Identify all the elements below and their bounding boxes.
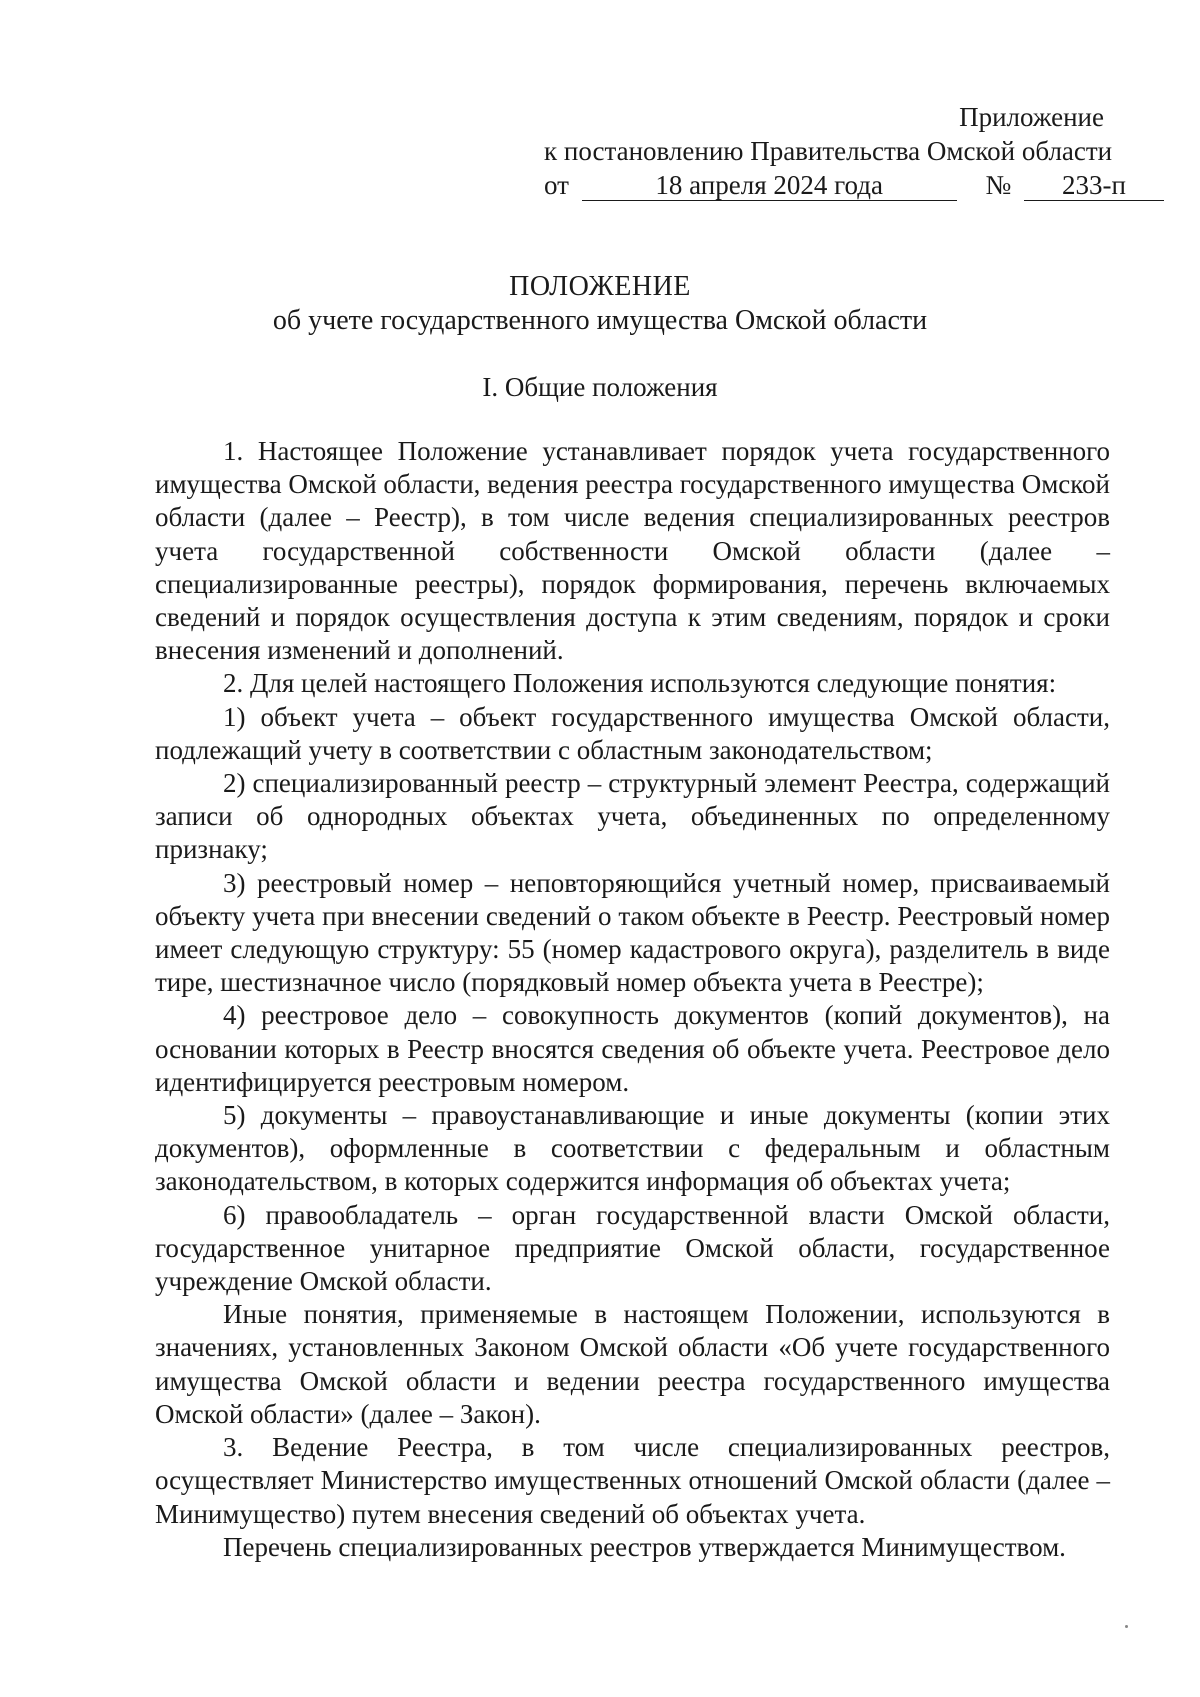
decree-date: 18 апреля 2024 года [582, 170, 957, 201]
decree-date-number-line [544, 168, 1126, 202]
paragraph-2: 2. Для целей настоящего Положения используются следующие понятия: [223, 668, 1057, 699]
paragraph-definition-6: 6) правообладатель – орган государственной власти Омской области, государственное унитарное предприятие Омской области, государственное учреждение Омской области. [155, 1199, 1110, 1297]
scan-speck [1125, 1625, 1128, 1628]
from-prefix: от [544, 170, 569, 200]
decree-number: 233-п [1024, 170, 1164, 201]
number-sign: № [985, 170, 1012, 200]
paragraph-definition-2: 2) специализированный реестр – структурный элемент Реестра, содержащий записи об однородных объектах учета, объединенных по определенному признаку; [155, 768, 1110, 865]
paragraph-definition-4: 4) реестровое дело – совокупность документов (копий документов), на основании которых в Реестр вносятся сведения об объекте учета. Реестровое дело идентифицируется реестровым номером. [155, 1000, 1110, 1097]
paragraph-1: 1. Настоящее Положение устанавливает порядок учета государственного имущества Омской области, ведения реестра государственного имущества Омской области (далее – Реестр), в том числе ведения специализированных реестров учета государственной собственности Омской области (далее – специализированные реестры), порядок формирования, перечень включаемых сведений и порядок осуществления доступа к этим сведениям, порядок и сроки внесения изменений и дополнений. [155, 436, 1110, 666]
paragraph-registry-list: Перечень специализированных реестров утверждается Минимуществом. [223, 1531, 1066, 1562]
appendix-block [544, 100, 1126, 202]
paragraph-definition-1: 1) объект учета – объект государственного имущества Омской области, подлежащий учету в соответствии с областным законодательством; [155, 701, 1110, 765]
paragraph-definition-3: 3) реестровый номер – неповторяющийся учетный номер, присваиваемый объекту учета при внесении сведений о таком объекте в Реестр. Реестровый номер имеет следующую структуру: 55 (номер кадастрового округа), разделитель в виде тире, шестизначное число (порядковый номер объекта учета в Реестре); [155, 867, 1110, 998]
paragraph-other-terms: Иные понятия, применяемые в настоящем Положении, используются в значениях, установленных Законом Омской области «Об учете государственного имущества Омской области и ведении реестра государственного имущества Омской области» (далее – Закон). [155, 1299, 1110, 1429]
document-title [0, 270, 1200, 338]
paragraph-3: 3. Ведение Реестра, в том числе специализированных реестров, осуществляет Министерство имущественных отношений Омской области (далее – Минимущество) путем внесения сведений об объектах учета. [155, 1432, 1110, 1529]
decree-reference: к постановлению Правительства Омской области [544, 136, 1113, 166]
section-heading: I. Общие положения [482, 372, 718, 402]
title-main: ПОЛОЖЕНИЕ [509, 271, 691, 302]
title-subtitle: об учете государственного имущества Омской области [272, 305, 928, 336]
paragraph-definition-5: 5) документы – правоустанавливающие и иные документы (копии этих документов), оформленные в соответствии с федеральным и областным законодательством, в которых содержится информация об объектах учета; [155, 1100, 1110, 1197]
document-body [155, 435, 1110, 1564]
appendix-label: Приложение [959, 102, 1104, 132]
